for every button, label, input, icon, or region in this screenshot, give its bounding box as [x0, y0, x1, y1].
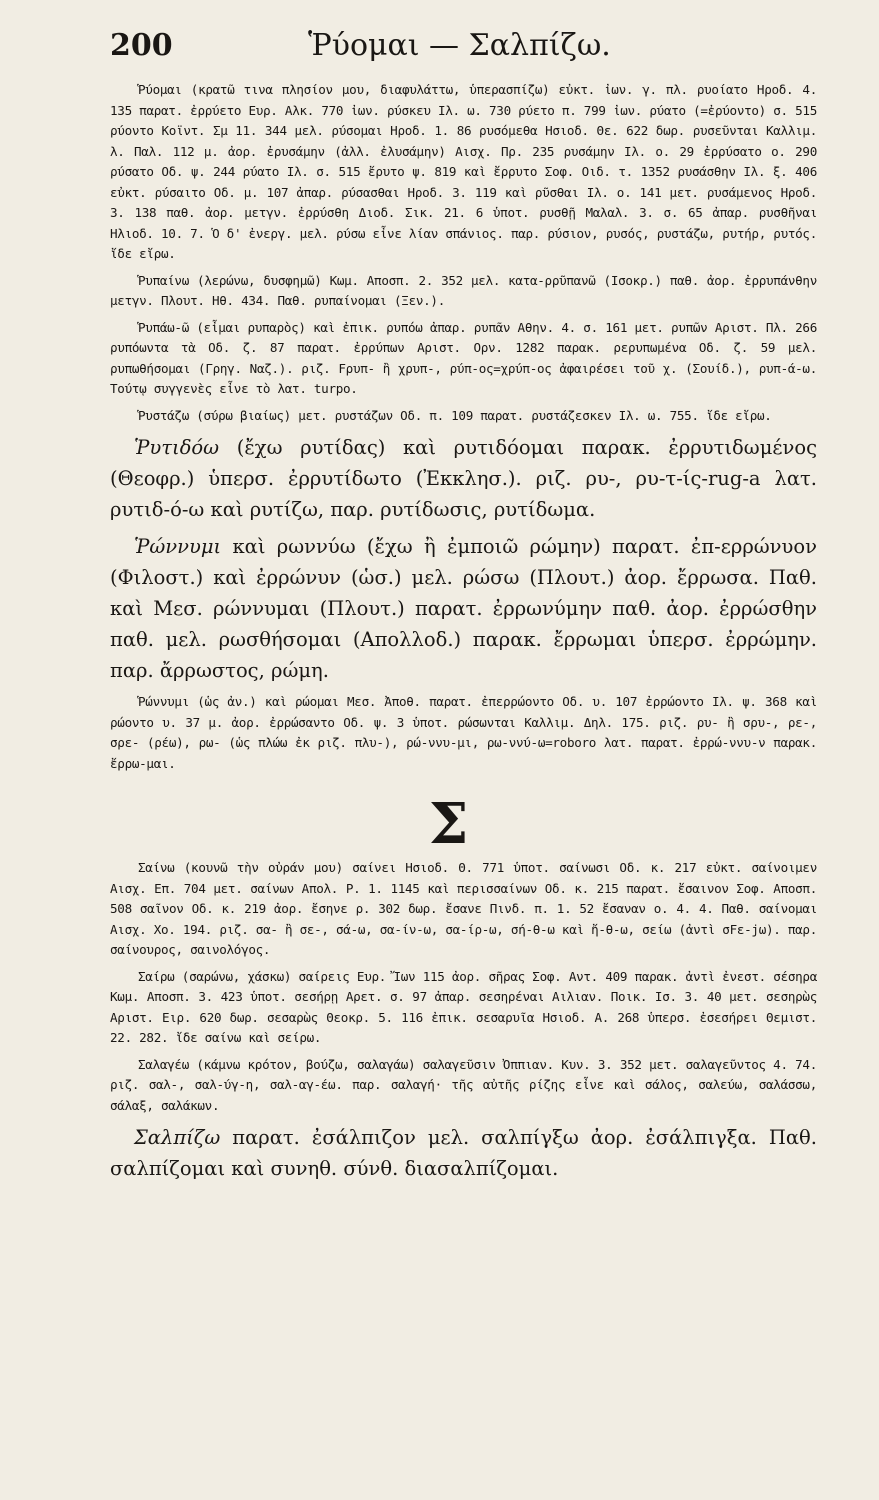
entry-text: παρατ. ἐσάλπιζον μελ. σαλπίγξω ἀορ. ἐσάλπιγξα. Παθ. σαλπίζομαι καὶ συνηθ. σύνθ. διασαλπίζομαι.	[110, 1126, 817, 1180]
dictionary-entry	[110, 1122, 817, 1184]
entry-text: Ῥυστάζω (σύρω βιαίως) μετ. ρυστάζων Οδ. π. 109 παρατ. ρυστάζεσκεν Ιλ. ω. 755. ἴδε εἴρω.	[138, 407, 772, 423]
dictionary-entry	[110, 1055, 817, 1117]
entry-text: (ἔχω ρυτίδας) καὶ ρυτιδόομαι παρακ. ἐρρυτιδωμένος (Θεοφρ.) ὑπερσ. ἐρρυτίδωτο (Ἐκκλησ.). ριζ. ρυ-, ρυ-τ-ίς-rug-a λατ. ρυτιδ-ό-ω καὶ ρυτίζω, παρ. ρυτίδωσις, ρυτίδωμα.	[110, 436, 817, 521]
dictionary-entry	[110, 80, 817, 265]
entry-headword: Ῥώννυμι	[134, 535, 222, 558]
dictionary-entry	[110, 406, 817, 427]
dictionary-entry	[110, 318, 817, 400]
dictionary-entry	[110, 432, 817, 525]
dictionary-entry	[110, 271, 817, 312]
entry-text: Σαίνω (κουνῶ τὴν οὐράν μου) σαίνει Ησιοδ. Θ. 771 ὑποτ. σαίνωσι Οδ. κ. 217 εὐκτ. σαίνοιμεν Αισχ. Επ. 704 μετ. σαίνων Απολ. Ρ. 1. 1145 καὶ περισσαίνων Οδ. κ. 215 παρατ. ἔσαινον Σοφ. Αποσπ. 508 σαῖνον Οδ. κ. 219 ἀορ. ἔσηνε ρ. 302 δωρ. ἔσανε Πινδ. π. 1. 52 ἔσαναν ο. 4. 4. Παθ. σαίνομαι Αισχ. Χο. 194. ριζ. σα- ἢ σε-, σά-ω, σα-ίν-ω, σα-ίρ-ω, σή-θ-ω καὶ ἤ-θ-ω, σείω (ἀντὶ σϜε-jω). παρ. σαίνουρος, σαινολόγος.	[110, 860, 817, 957]
entry-text: Ῥύομαι (κρατῶ τινα πλησίον μου, διαφυλάττω, ὑπερασπίζω) εὐκτ. ἰων. γ. πλ. ρυοίατο Ηροδ. 4. 135 παρατ. ἐρρύετο Ευρ. Αλκ. 770 ἰων. ρύσκευ Ιλ. ω. 730 ρύετο π. 799 ἰων. ρύατο (=ἐρύοντο) σ. 515 ρύοντο Κοϊντ. Σμ 11. 344 μελ. ρύσομαι Ηροδ. 1. 86 ρυσόμεθα Ησιοδ. Θε. 622 δωρ. ρυσεῦνται Καλλιμ. λ. Παλ. 112 μ. ἀορ. ἐρυσάμην (ἀλλ. ἐλυσάμην) Αισχ. Πρ. 235 ρυσάμην Ιλ. ο. 29 ἐρρύσατο ο. 290 ρύσατο Οδ. ψ. 244 ρύατο Ιλ. σ. 515 ἔρυτο ψ. 819 καὶ ἔρρυτο Σοφ. Οιδ. τ. 1352 ρυσάσθην Ιλ. ξ. 406 εὐκτ. ρύσαιτο Οδ. μ. 107 ἀπαρ. ρύσασθαι Ηροδ. 3. 119 καὶ ρῦσθαι Ιλ. ο. 141 μετ. ρυσάμενος Ηροδ. 3. 138 παθ. ἀορ. μετγν. ἐρρύσθη Διοδ. Σικ. 21. 6 ὑποτ. ρυσθῇ Μαλαλ. 3. σ. 65 ἀπαρ. ρυσθῆναι Ηλιοδ. 10. 7. Ὁ δ' ἐνεργ. μελ. ρύσω εἶνε λίαν σπάνιος. παρ. ρύσιον, ρυσός, ρυστάζω, ρυτήρ, ρυτός. ἴδε εἴρω.	[110, 82, 817, 261]
dictionary-entry	[110, 692, 817, 774]
entry-text: Σαίρω (σαρώνω, χάσκω) σαίρεις Ευρ. Ἴων 115 ἀορ. σῆρας Σοφ. Αντ. 409 παρακ. ἀντὶ ἐνεστ. σέσηρα Κωμ. Αποσπ. 3. 423 ὑποτ. σεσήρῃ Αρετ. σ. 97 ἀπαρ. σεσηρέναι Αιλιαν. Ποικ. Ισ. 3. 40 μετ. σεσηρὼς Αριστ. Ειρ. 620 δωρ. σεσαρὼς Θεοκρ. 5. 116 ἐπικ. σεσαρυῖα Ησιοδ. Α. 268 ὑπερσ. ἐσεσήρει Θεμιστ. 22. 282. ἴδε σαίνω καὶ σείρω.	[110, 968, 817, 1045]
page-number: 200	[110, 28, 173, 63]
entry-text: Σαλαγέω (κάμνω κρότον, βούζω, σαλαγάω) σαλαγεῦσιν Ὀππιαν. Κυν. 3. 352 μετ. σαλαγεῦντος 4. 74. ριζ. σαλ-, σαλ-ύγ-η, σαλ-αγ-έω. παρ. σαλαγή· τῆς αὐτῆς ρίζης εἶνε καὶ σάλος, σαλεύω, σαλάσσω, σάλαξ, σαλάκων.	[110, 1056, 817, 1113]
entries-block-a	[110, 80, 817, 774]
dictionary-entry	[110, 967, 817, 1049]
entry-text: Ῥώννυμι (ὡς ἀν.) καὶ ρώομαι Μεσ. Ἀποθ. παρατ. ἐπερρώοντο Οδ. υ. 107 ἐρρώοντο Ιλ. ψ. 368 καὶ ρώοντο υ. 37 μ. ἀορ. ἐρρώσαντο Οδ. ψ. 3 ὑποτ. ρώσωνται Καλλιμ. Δηλ. 175. ριζ. ρυ- ἢ σρυ-, ρε-, σρε- (ρέω), ρω- (ὡς πλώω ἐκ ριζ. πλυ-), ρώ-ννυ-μι, ρω-ννύ-ω=roboro λατ. παρατ. ἐρρώ-ννυ-ν παρακ. ἔρρω-μαι.	[110, 694, 817, 771]
dictionary-entry	[110, 531, 817, 686]
entry-text: καὶ ρωννύω (ἔχω ἢ ἐμποιῶ ρώμην) παρατ. ἐπ-ερρώνυον (Φιλοστ.) καὶ ἐρρώνυν (ὡσ.) μελ. ρώσω (Πλουτ.) ἀορ. ἔρρωσα. Παθ. καὶ Μεσ. ρώννυμαι (Πλουτ.) παρατ. ἐρρωνύμην παθ. ἀορ. ἐρρώσθην παθ. μελ. ρωσθήσομαι (Απολλοδ.) παρακ. ἔρρωμαι ὑπερσ. ἐρρώμην. παρ. ἄρρωστος, ρώμη.	[110, 535, 817, 682]
entry-text: Ῥυπάω-ῶ (εἶμαι ρυπαρὸς) καὶ ἐπικ. ρυπόω ἀπαρ. ρυπᾶν Αθην. 4. σ. 161 μετ. ρυπῶν Αριστ. Πλ. 266 ρυπόωντα τὰ Οδ. ζ. 87 παρατ. ἐρρύπων Αριστ. Ορν. 1282 παρακ. ρερυπωμένα Οδ. ζ. 59 μελ. ρυπωθήσομαι (Γρηγ. Ναζ.). ριζ. Ϝρυπ- ἢ χρυπ-, ρύπ-ος=χρύπ-ος ἀφαιρέσει τοῦ χ. (Σουίδ.), ρυπ-ά-ω. Τούτῳ συγγενὲς εἶνε τὸ λατ. turpo.	[110, 319, 817, 396]
entries-block-b	[110, 858, 817, 1184]
section-letter: Σ	[428, 791, 469, 857]
entry-headword: Ῥυτιδόω	[134, 436, 220, 459]
entry-text: Ῥυπαίνω (λερώνω, δυσφημῶ) Κωμ. Αποσπ. 2. 352 μελ. κατα-ρρῦπανῶ (Ισοκρ.) παθ. ἀορ. ἐρρυπάνθην μετγν. Πλουτ. Ηθ. 434. Παθ. ρυπαίνομαι (Ξεν.).	[110, 272, 817, 308]
entry-headword: Σαλπίζω	[134, 1126, 221, 1149]
page-header-title: Ῥύομαι — Σαλπίζω.	[308, 28, 611, 63]
running-head	[110, 28, 817, 80]
dictionary-entry	[110, 858, 817, 961]
